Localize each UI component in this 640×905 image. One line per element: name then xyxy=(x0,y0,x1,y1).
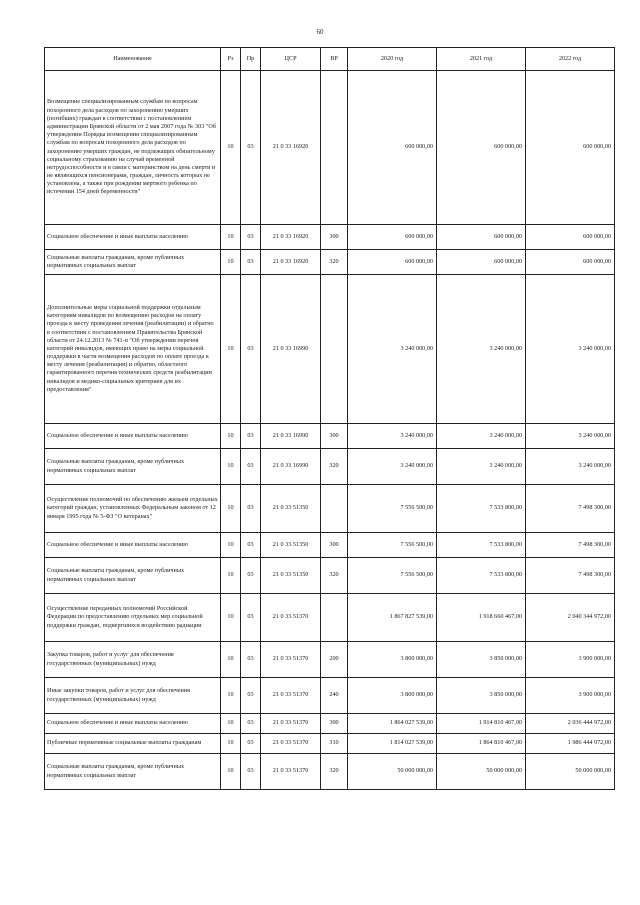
cell-2022: 50 000 000,00 xyxy=(526,754,615,790)
table-row xyxy=(45,642,615,678)
cell-csr: 21 0 33 16990 xyxy=(261,275,321,424)
cell-2020: 600 000,00 xyxy=(348,225,437,250)
header-row xyxy=(45,48,615,71)
cell-2022: 3 240 000,00 xyxy=(526,275,615,424)
cell-pr: 03 xyxy=(241,558,261,594)
table-row xyxy=(45,449,615,485)
cell-vr: 300 xyxy=(321,533,348,558)
cell-name: Возмещение специализированным службам по вопросам похоронного дела расходов по захоронению умерших (погибших) граждан в соответствии с постановлением администрации Брянской области от 2 мая 2007 года № 303 "Об утверждении Порядка возмещения специализированным службам по вопросам похоронного дела расходов по захоронению умерших граждан, не подлежащих обязательному социальному страхованию на случай временной нетрудоспособности и в связи с материнством на день смерти и не являющихся пенсионерами, граждан, личность которых не установлена, а также при рождении мертвого ребенка по истечении 154 дней беременности" xyxy=(45,71,221,225)
cell-name: Социальное обеспечение и иные выплаты населению xyxy=(45,533,221,558)
cell-2022: 1 986 444 972,00 xyxy=(526,734,615,754)
cell-2021: 50 000 000,00 xyxy=(437,754,526,790)
budget-table xyxy=(44,47,615,790)
cell-2020: 600 000,00 xyxy=(348,250,437,275)
cell-2021: 600 000,00 xyxy=(437,71,526,225)
cell-2020: 3 240 000,00 xyxy=(348,449,437,485)
cell-2022: 7 498 300,00 xyxy=(526,485,615,533)
cell-2020: 7 556 500,00 xyxy=(348,485,437,533)
cell-vr xyxy=(321,275,348,424)
cell-2021: 600 000,00 xyxy=(437,225,526,250)
cell-csr: 21 0 33 16920 xyxy=(261,71,321,225)
cell-2021: 7 533 800,00 xyxy=(437,533,526,558)
cell-2020: 7 556 500,00 xyxy=(348,558,437,594)
cell-2022: 3 240 000,00 xyxy=(526,424,615,449)
cell-name: Закупка товаров, работ и услуг для обеспечения государственных (муниципальных) нужд xyxy=(45,642,221,678)
cell-rz: 10 xyxy=(221,533,241,558)
cell-2020: 1 864 027 539,00 xyxy=(348,714,437,734)
cell-rz: 10 xyxy=(221,594,241,642)
cell-pr: 03 xyxy=(241,678,261,714)
table-row xyxy=(45,533,615,558)
cell-2021: 7 533 800,00 xyxy=(437,558,526,594)
cell-pr: 03 xyxy=(241,449,261,485)
cell-2020: 3 240 000,00 xyxy=(348,275,437,424)
table-row xyxy=(45,594,615,642)
table-row xyxy=(45,250,615,275)
cell-pr: 03 xyxy=(241,250,261,275)
cell-name: Иные закупки товаров, работ и услуг для обеспечения государственных (муниципальных) нужд xyxy=(45,678,221,714)
cell-name: Социальное обеспечение и иные выплаты населению xyxy=(45,225,221,250)
cell-rz: 10 xyxy=(221,642,241,678)
cell-rz: 10 xyxy=(221,71,241,225)
cell-2022: 7 498 300,00 xyxy=(526,558,615,594)
header-rz: Рз xyxy=(221,48,241,71)
cell-2022: 3 240 000,00 xyxy=(526,449,615,485)
table-row xyxy=(45,485,615,533)
cell-rz: 10 xyxy=(221,714,241,734)
cell-pr: 03 xyxy=(241,275,261,424)
cell-name: Осуществление полномочий по обеспечению жильем отдельных категорий граждан, установленных Федеральным законом от 12 января 1995 года № 5-ФЗ "О ветеранах" xyxy=(45,485,221,533)
cell-2022: 3 900 000,00 xyxy=(526,678,615,714)
cell-rz: 10 xyxy=(221,250,241,275)
cell-rz: 10 xyxy=(221,485,241,533)
cell-csr: 21 0 33 16920 xyxy=(261,250,321,275)
cell-2020: 3 800 000,00 xyxy=(348,678,437,714)
cell-rz: 10 xyxy=(221,678,241,714)
cell-2022: 600 000,00 xyxy=(526,225,615,250)
cell-2021: 3 240 000,00 xyxy=(437,275,526,424)
cell-2020: 50 000 000,00 xyxy=(348,754,437,790)
cell-name: Социальное обеспечение и иные выплаты населению xyxy=(45,424,221,449)
cell-csr: 21 0 33 51370 xyxy=(261,754,321,790)
cell-csr: 21 0 33 51370 xyxy=(261,678,321,714)
cell-pr: 03 xyxy=(241,642,261,678)
cell-2022: 3 900 000,00 xyxy=(526,642,615,678)
table-row xyxy=(45,225,615,250)
cell-pr: 03 xyxy=(241,71,261,225)
table-row xyxy=(45,734,615,754)
cell-vr: 240 xyxy=(321,678,348,714)
cell-2021: 1 914 810 467,00 xyxy=(437,714,526,734)
cell-csr: 21 0 33 51350 xyxy=(261,485,321,533)
cell-vr xyxy=(321,594,348,642)
cell-vr: 320 xyxy=(321,558,348,594)
cell-pr: 03 xyxy=(241,734,261,754)
cell-name: Публичные нормативные социальные выплаты гражданам xyxy=(45,734,221,754)
table-row xyxy=(45,714,615,734)
cell-2021: 3 850 000,00 xyxy=(437,642,526,678)
header-2021: 2021 год xyxy=(437,48,526,71)
table-row xyxy=(45,71,615,225)
header-name: Наименование xyxy=(45,48,221,71)
cell-2020: 3 240 000,00 xyxy=(348,424,437,449)
cell-csr: 21 0 33 51370 xyxy=(261,734,321,754)
cell-csr: 21 0 33 16990 xyxy=(261,449,321,485)
cell-vr xyxy=(321,485,348,533)
cell-pr: 03 xyxy=(241,714,261,734)
cell-vr: 320 xyxy=(321,250,348,275)
page-number: 60 xyxy=(316,28,324,36)
cell-2021: 1 864 810 467,00 xyxy=(437,734,526,754)
cell-pr: 03 xyxy=(241,594,261,642)
header-vr: ВР xyxy=(321,48,348,71)
cell-2020: 7 556 500,00 xyxy=(348,533,437,558)
cell-name: Социальные выплаты гражданам, кроме публичных нормативных социальных выплат xyxy=(45,449,221,485)
cell-2021: 7 533 800,00 xyxy=(437,485,526,533)
cell-2021: 600 000,00 xyxy=(437,250,526,275)
cell-vr: 200 xyxy=(321,642,348,678)
cell-name: Осуществление переданных полномочий Российской Федерации по предоставлению отдельных мер социальной поддержки граждан, подвергшихся воздействию радиации xyxy=(45,594,221,642)
cell-csr: 21 0 33 16990 xyxy=(261,424,321,449)
cell-rz: 10 xyxy=(221,424,241,449)
cell-vr xyxy=(321,71,348,225)
cell-name: Дополнительные меры социальной поддержки отдельным категориям инвалидов по возмещению расходов на оплату проезда к месту проведения лечения (реабилитации) и обратно в соответствии с постановлением Правительства Брянской области от 24.12.2013 № 741-п "Об утверждении перечня категорий инвалидов, имеющих право на меры социальной поддержки в части возмещения расходов по оплате проезда к месту лечения (реабилитации) и обратно, областного гарантированного перечня технических средств реабилитации инвалидов и медико-социальных критериев для их предоставления" xyxy=(45,275,221,424)
cell-vr: 300 xyxy=(321,424,348,449)
cell-rz: 10 xyxy=(221,225,241,250)
cell-csr: 21 0 33 51350 xyxy=(261,533,321,558)
cell-pr: 03 xyxy=(241,533,261,558)
cell-csr: 21 0 33 51370 xyxy=(261,594,321,642)
cell-vr: 300 xyxy=(321,714,348,734)
cell-2022: 600 000,00 xyxy=(526,250,615,275)
cell-2022: 2 036 444 972,00 xyxy=(526,714,615,734)
cell-vr: 300 xyxy=(321,225,348,250)
table-row xyxy=(45,275,615,424)
cell-2022: 2 040 344 972,00 xyxy=(526,594,615,642)
table-row xyxy=(45,754,615,790)
cell-rz: 10 xyxy=(221,754,241,790)
cell-pr: 03 xyxy=(241,485,261,533)
cell-2022: 7 498 300,00 xyxy=(526,533,615,558)
table-row xyxy=(45,424,615,449)
header-pr: Пр xyxy=(241,48,261,71)
cell-rz: 10 xyxy=(221,734,241,754)
cell-rz: 10 xyxy=(221,275,241,424)
cell-name: Социальные выплаты гражданам, кроме публичных нормативных социальных выплат xyxy=(45,558,221,594)
cell-csr: 21 0 33 51370 xyxy=(261,714,321,734)
cell-rz: 10 xyxy=(221,449,241,485)
cell-2020: 1 867 827 539,00 xyxy=(348,594,437,642)
cell-csr: 21 0 33 16920 xyxy=(261,225,321,250)
cell-2021: 1 918 660 467,00 xyxy=(437,594,526,642)
cell-2020: 3 800 000,00 xyxy=(348,642,437,678)
cell-csr: 21 0 33 51350 xyxy=(261,558,321,594)
cell-rz: 10 xyxy=(221,558,241,594)
cell-2021: 3 240 000,00 xyxy=(437,424,526,449)
cell-vr: 310 xyxy=(321,734,348,754)
table-row xyxy=(45,678,615,714)
header-2022: 2022 год xyxy=(526,48,615,71)
cell-2021: 3 240 000,00 xyxy=(437,449,526,485)
cell-vr: 320 xyxy=(321,449,348,485)
cell-pr: 03 xyxy=(241,754,261,790)
cell-pr: 03 xyxy=(241,225,261,250)
header-2020: 2020 год xyxy=(348,48,437,71)
cell-2020: 600 000,00 xyxy=(348,71,437,225)
cell-2022: 600 000,00 xyxy=(526,71,615,225)
table-row xyxy=(45,558,615,594)
cell-name: Социальные выплаты гражданам, кроме публичных нормативных социальных выплат xyxy=(45,754,221,790)
cell-pr: 03 xyxy=(241,424,261,449)
cell-csr: 21 0 33 51370 xyxy=(261,642,321,678)
cell-name: Социальные выплаты гражданам, кроме публичных нормативных социальных выплат xyxy=(45,250,221,275)
cell-name: Социальное обеспечение и иные выплаты населению xyxy=(45,714,221,734)
cell-vr: 320 xyxy=(321,754,348,790)
cell-2020: 1 814 027 539,00 xyxy=(348,734,437,754)
cell-2021: 3 850 000,00 xyxy=(437,678,526,714)
header-csr: ЦСР xyxy=(261,48,321,71)
